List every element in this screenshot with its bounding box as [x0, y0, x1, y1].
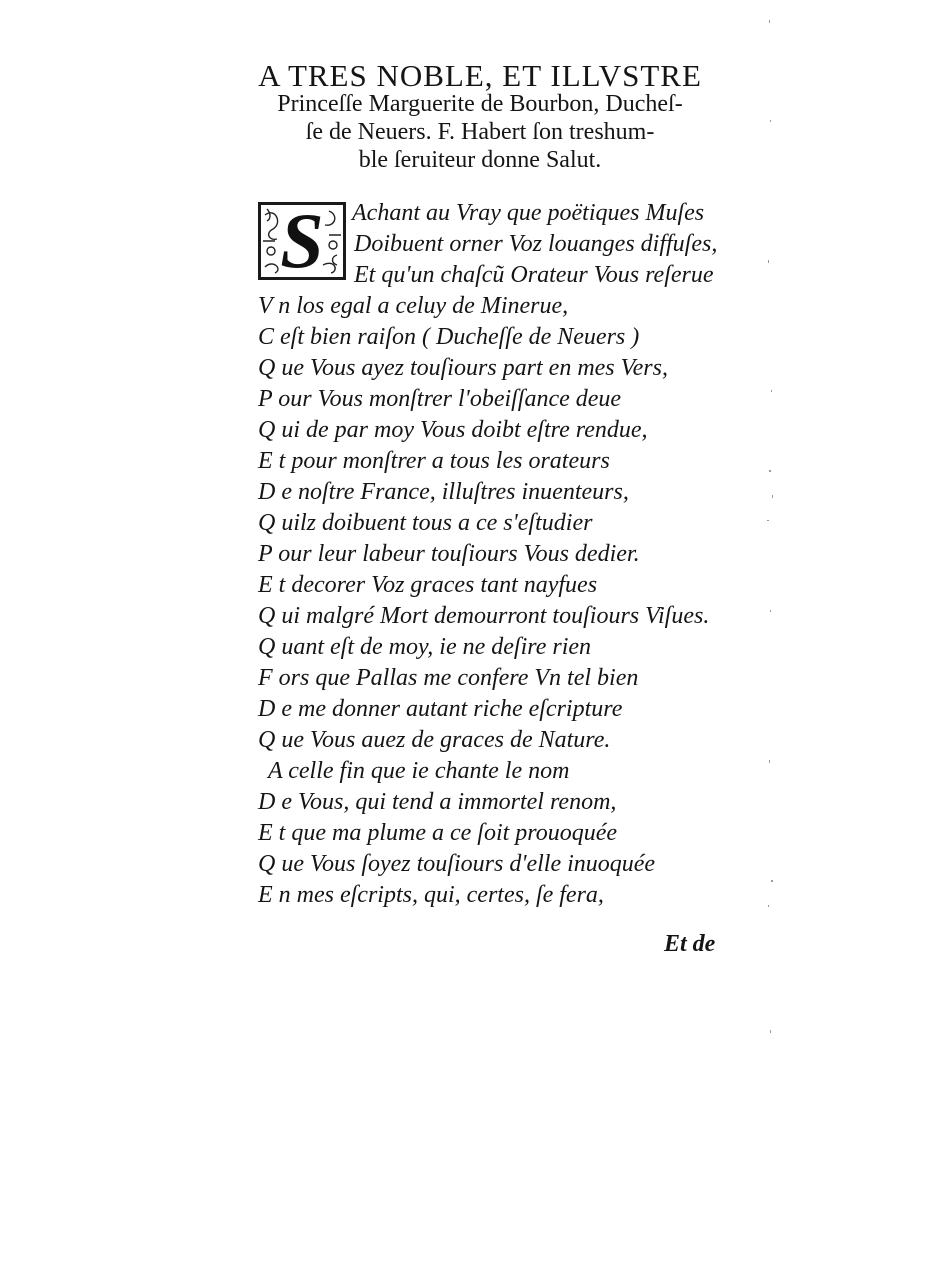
dedication-subtitle-line-3: ble ſeruiteur donne Salut.	[358, 147, 602, 173]
verse-line: E t pour monſtrer a tous les orateurs	[258, 448, 610, 474]
verse-line: Q ue Vous auez de graces de Nature.	[258, 727, 611, 753]
verse-line: C eſt bien raiſon ( Ducheſſe de Neuers )	[258, 324, 640, 350]
verse-line: E t que ma plume a ce ſoit prouoquée	[258, 820, 618, 846]
verse-line: Q ui de par moy Vous doibt eſtre rendue,	[258, 417, 648, 443]
verse-line: D e me donner autant riche eſcripture	[258, 696, 623, 722]
decorated-initial	[258, 197, 346, 284]
verse-line: Q uant eſt de moy, ie ne deſire rien	[258, 634, 592, 660]
verse-line: Q ui malgré Mort demourront touſiours Viſues.	[258, 603, 710, 629]
verse-line: Et qu'un chaſcũ Orateur Vous reſerue	[354, 262, 714, 288]
verse-line: Doibuent orner Voz louanges diffuſes,	[354, 231, 718, 257]
verse-line: Achant au Vray que poëtiques Muſes	[352, 200, 705, 226]
initial-letter: S	[280, 197, 324, 284]
verse-line: A celle fin que ie chante le nom	[268, 758, 570, 784]
dedication-subtitle-line-1: Princeſſe Marguerite de Bourbon, Ducheſ-	[277, 91, 683, 117]
page-gutter-speckle	[760, 0, 780, 1280]
verse-line: Q ue Vous ſoyez touſiours d'elle inuoquée	[258, 851, 656, 877]
dedication-title: A TRES NOBLE, ET ILLVSTRE	[258, 58, 702, 93]
verse-line: V n los egal a celuy de Minerue,	[258, 293, 569, 319]
verse-line: D e Vous, qui tend a immortel renom,	[258, 789, 617, 815]
verse-line: P our Vous monſtrer l'obeiſſance deue	[258, 386, 622, 412]
verse-line: P our leur labeur touſiours Vous dedier.	[258, 541, 640, 567]
dedication-subtitle-line-2: ſe de Neuers. F. Habert ſon treshum-	[305, 119, 655, 145]
verse-line: E t decorer Voz graces tant nayfues	[258, 572, 598, 598]
catchword: Et de	[664, 931, 716, 957]
verse-line: F ors que Pallas me confere Vn tel bien	[258, 665, 639, 691]
verse-line: Q uilz doibuent tous a ce s'eſtudier	[258, 510, 593, 536]
verse-line: D e noſtre France, illuſtres inuenteurs,	[258, 479, 629, 505]
verse-line: Q ue Vous ayez touſiours part en mes Vers,	[258, 355, 668, 381]
verse-line: E n mes eſcripts, qui, certes, ſe fera,	[258, 882, 604, 908]
